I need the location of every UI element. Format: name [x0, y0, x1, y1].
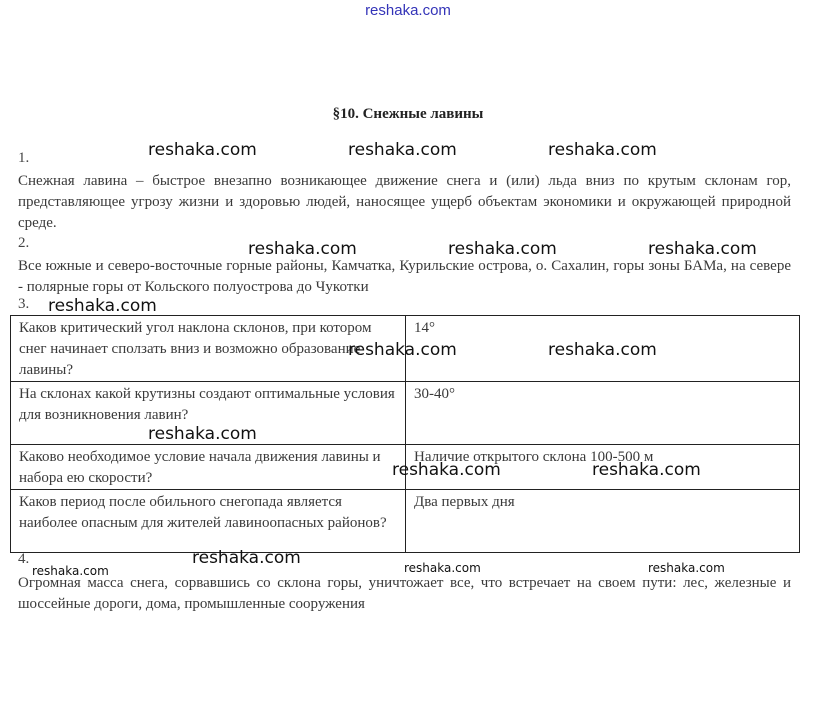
watermark: reshaka.com	[548, 340, 657, 360]
table-answer: Два первых дня	[406, 490, 800, 553]
section-1-number: 1.	[18, 150, 30, 166]
table-row	[11, 490, 800, 553]
table-answer: 30-40°	[406, 382, 800, 445]
section-2-number: 2.	[18, 235, 30, 251]
watermark: reshaka.com	[48, 296, 157, 316]
watermark: reshaka.com	[392, 460, 501, 480]
section-3-number: 3.	[18, 296, 30, 312]
table-answer: Наличие открытого склона 100-500 м	[406, 445, 800, 490]
section-2-text: Все южные и северо-восточные горные районы, Камчатка, Курильские острова, о. Сахалин, горы зоны БАМа, на севере - полярные горы от Кольского полуострова до Чукотки	[18, 258, 791, 295]
page-title: §10. Снежные лавины	[332, 106, 484, 122]
watermark: reshaka.com	[648, 561, 725, 575]
section-4-number: 4.	[18, 551, 30, 567]
table-question: Каково необходимое условие начала движения лавины и набора ею скорости?	[11, 445, 406, 490]
section-4-text: Огромная масса снега, сорвавшись со склона горы, уничтожает все, что встречает на своем пути: лес, железные и шоссейные дороги, дома, промышленные сооружения	[18, 575, 791, 612]
table-row	[11, 382, 800, 445]
table-question: На склонах какой крутизны создают оптимальные условия для возникновения лавин?	[11, 382, 406, 445]
table-question: Каков критический угол наклона склонов, при котором снег начинает сползать вниз и возможно образование лавины?	[11, 316, 406, 382]
watermark: reshaka.com	[348, 140, 457, 160]
watermark: reshaka.com	[148, 140, 257, 160]
table-question: Каков период после обильного снегопада является наиболее опасным для жителей лавиноопасных районов?	[11, 490, 406, 553]
watermark: reshaka.com	[648, 239, 757, 259]
site-link[interactable]: reshaka.com	[365, 2, 451, 19]
watermark: reshaka.com	[592, 460, 701, 480]
watermark: reshaka.com	[548, 140, 657, 160]
watermark: reshaka.com	[192, 548, 301, 568]
watermark: reshaka.com	[404, 561, 481, 575]
section-1-text: Снежная лавина – быстрое внезапно возникающее движение снега и (или) льда вниз по крутым склонам гор, представляющее угрозу жизни и здоровью людей, наносящее ущерб объектам экономики и окружающей природной среде.	[18, 173, 791, 231]
watermark: reshaka.com	[32, 564, 109, 578]
watermark: reshaka.com	[448, 239, 557, 259]
watermark: reshaka.com	[148, 424, 257, 444]
watermark: reshaka.com	[348, 340, 457, 360]
watermark: reshaka.com	[248, 239, 357, 259]
table-answer: 14°	[406, 316, 800, 382]
